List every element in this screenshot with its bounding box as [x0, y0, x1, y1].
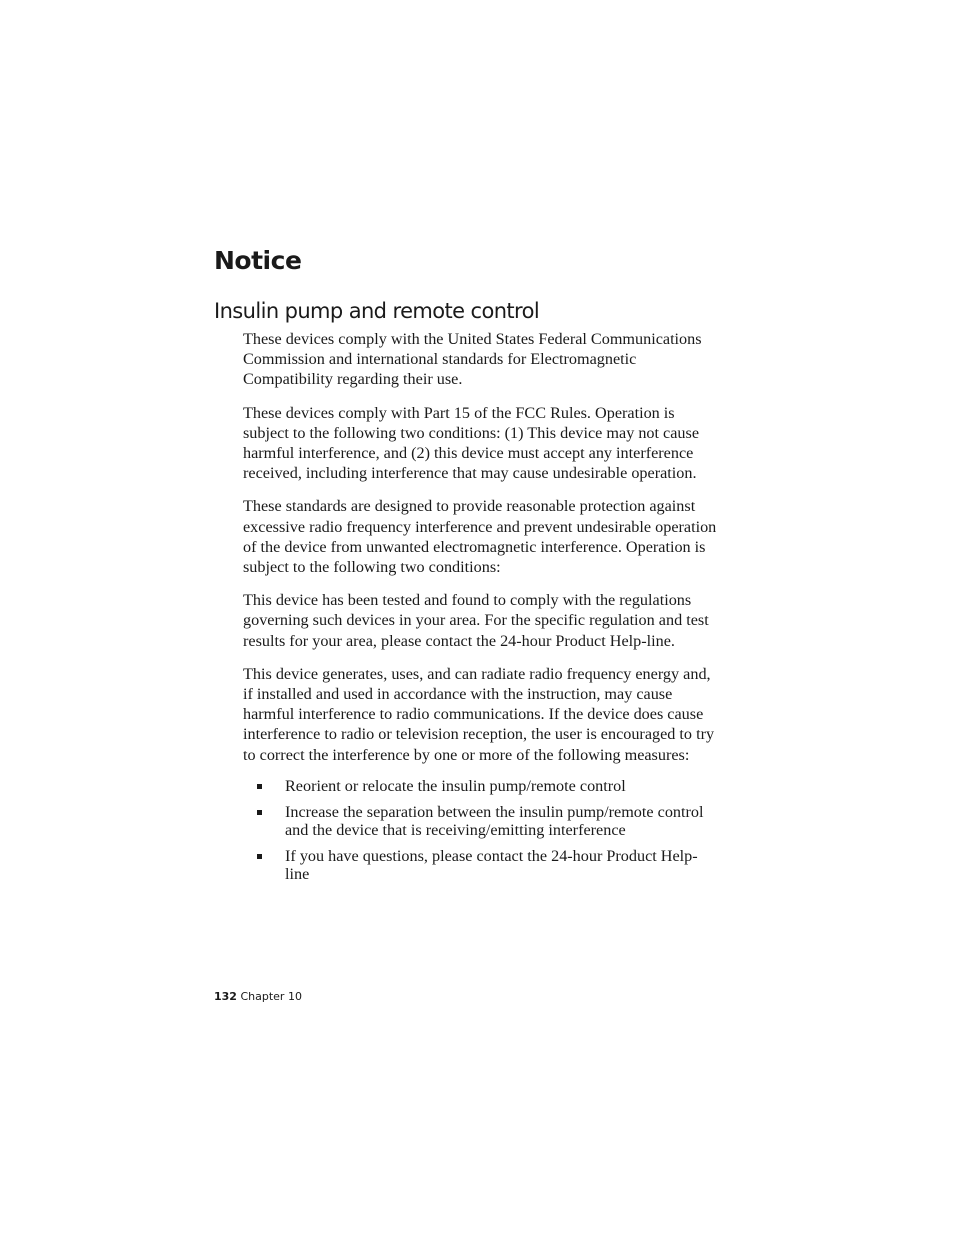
page-title: Notice: [214, 246, 302, 275]
section-title: Insulin pump and remote control: [214, 299, 540, 323]
paragraph-fcc-part-15: These devices comply with Part 15 of the FCC Rules. Operation is subject to the following two conditions: (1) This device may not cause harmful interference, and (2) this device must accept any interference received, including interference that may cause undesirable operation.: [243, 403, 700, 483]
page-footer: [214, 990, 302, 1004]
paragraph-standards: These standards are designed to provide reasonable protection against excessive radio frequency interference and prevent undesirable operation of the device from unwanted electromagnetic interference. Operation is subject to the following two conditions:: [243, 497, 717, 577]
list-item: [243, 848, 721, 883]
list-item: [243, 804, 721, 839]
notice-body: [243, 329, 721, 892]
list-item-text: Reorient or relocate the insulin pump/remote control: [285, 776, 626, 795]
paragraph-testing: This device has been tested and found to comply with the regulations governing such devices in your area. For the specific regulation and test results for your area, please contact the 24-hour Product Help-line.: [243, 591, 709, 650]
square-bullet-icon: [257, 810, 262, 815]
paragraph-compliance: These devices comply with the United States Federal Communications Commission and international standards for Electromagnetic Compatibility regarding their use.: [243, 330, 702, 389]
chapter-label: Chapter 10: [240, 990, 302, 1003]
list-item-text: Increase the separation between the insulin pump/remote control and the device that is receiving/emitting interference: [285, 803, 704, 839]
list-item: [243, 778, 721, 796]
square-bullet-icon: [257, 784, 262, 789]
page-number: 132: [214, 990, 237, 1003]
list-item-text: If you have questions, please contact the 24-hour Product Help-line: [285, 847, 698, 883]
measures-list: [243, 778, 721, 884]
square-bullet-icon: [257, 854, 262, 859]
paragraph-interference: This device generates, uses, and can radiate radio frequency energy and, if installed and used in accordance with the instruction, may cause harmful interference to radio communications. If the device does cause interference to radio or television reception, the user is encouraged to try to correct the interference by one or more of the following measures:: [243, 664, 715, 764]
